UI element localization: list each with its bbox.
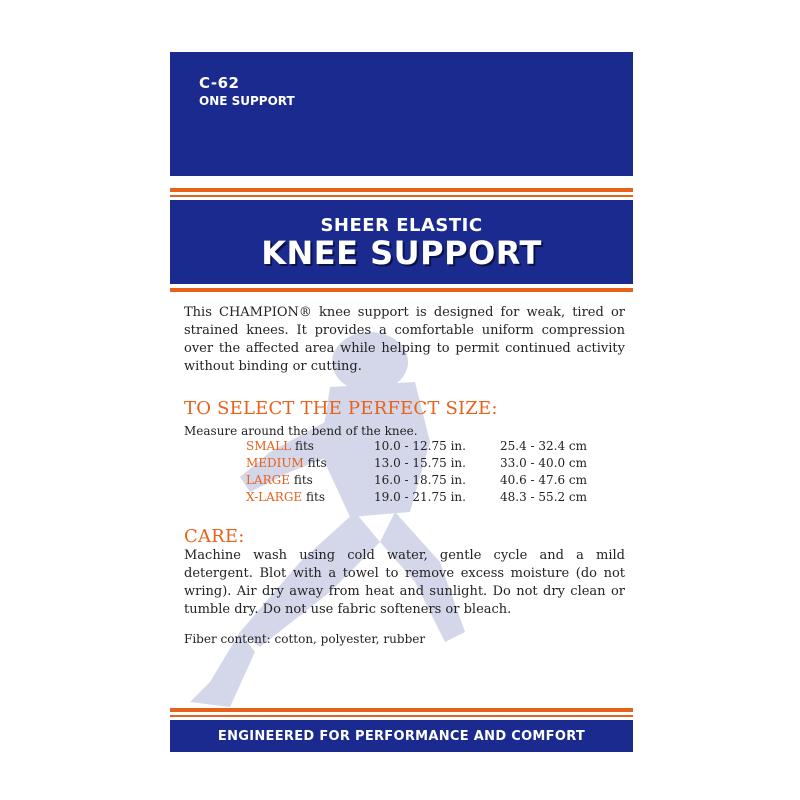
product-card	[170, 52, 633, 752]
size-label: SMALL fits	[246, 439, 314, 453]
size-label: MEDIUM fits	[246, 456, 327, 470]
fiber-content: Fiber content: cotton, polyester, rubber	[184, 632, 426, 646]
size-inches: 19.0 - 21.75 in.	[374, 490, 466, 504]
size-cm: 25.4 - 32.4 cm	[500, 439, 588, 453]
size-inches: 13.0 - 15.75 in.	[374, 456, 466, 470]
sizing-instruction: Measure around the bend of the knee.	[184, 424, 418, 438]
size-cm: 33.0 - 40.0 cm	[500, 456, 588, 470]
care-paragraph: Machine wash using cold water, gentle cycle and a mild detergent. Blot with a towel to remove excess moisture (do not wring). Air dry away from heat and sunlight. Do not dry clean or tumble dry. Do not use fabric softeners or bleach.	[184, 548, 625, 617]
title-band	[170, 200, 633, 284]
header-band	[170, 52, 633, 176]
title-main: KNEE SUPPORT	[261, 234, 542, 272]
product-code: C-62	[199, 74, 240, 92]
orange-stripe-bottom-thin	[170, 715, 633, 717]
footer-band	[170, 720, 633, 752]
size-inches: 10.0 - 12.75 in.	[374, 439, 466, 453]
size-label: X-LARGE fits	[246, 490, 325, 504]
footer-slogan: ENGINEERED FOR PERFORMANCE AND COMFORT	[217, 729, 586, 744]
size-label: LARGE fits	[246, 473, 313, 487]
care-heading: CARE:	[184, 526, 245, 547]
intro-paragraph: This CHAMPION® knee support is designed for weak, tired or strained knees. It provides a comfortable uniform compression over the affected area while helping to permit continued activity without binding or cutting.	[184, 305, 625, 374]
size-inches: 16.0 - 18.75 in.	[374, 473, 466, 487]
orange-stripe-thin	[170, 195, 633, 197]
orange-stripe-under-title	[170, 288, 633, 292]
sizing-heading: TO SELECT THE PERFECT SIZE:	[184, 398, 498, 419]
size-cm: 40.6 - 47.6 cm	[500, 473, 588, 487]
size-cm: 48.3 - 55.2 cm	[500, 490, 588, 504]
orange-stripe-top	[170, 188, 633, 192]
product-quantity: ONE SUPPORT	[199, 94, 295, 108]
orange-stripe-bottom	[170, 708, 633, 712]
title-subtitle: SHEER ELASTIC	[320, 215, 483, 236]
